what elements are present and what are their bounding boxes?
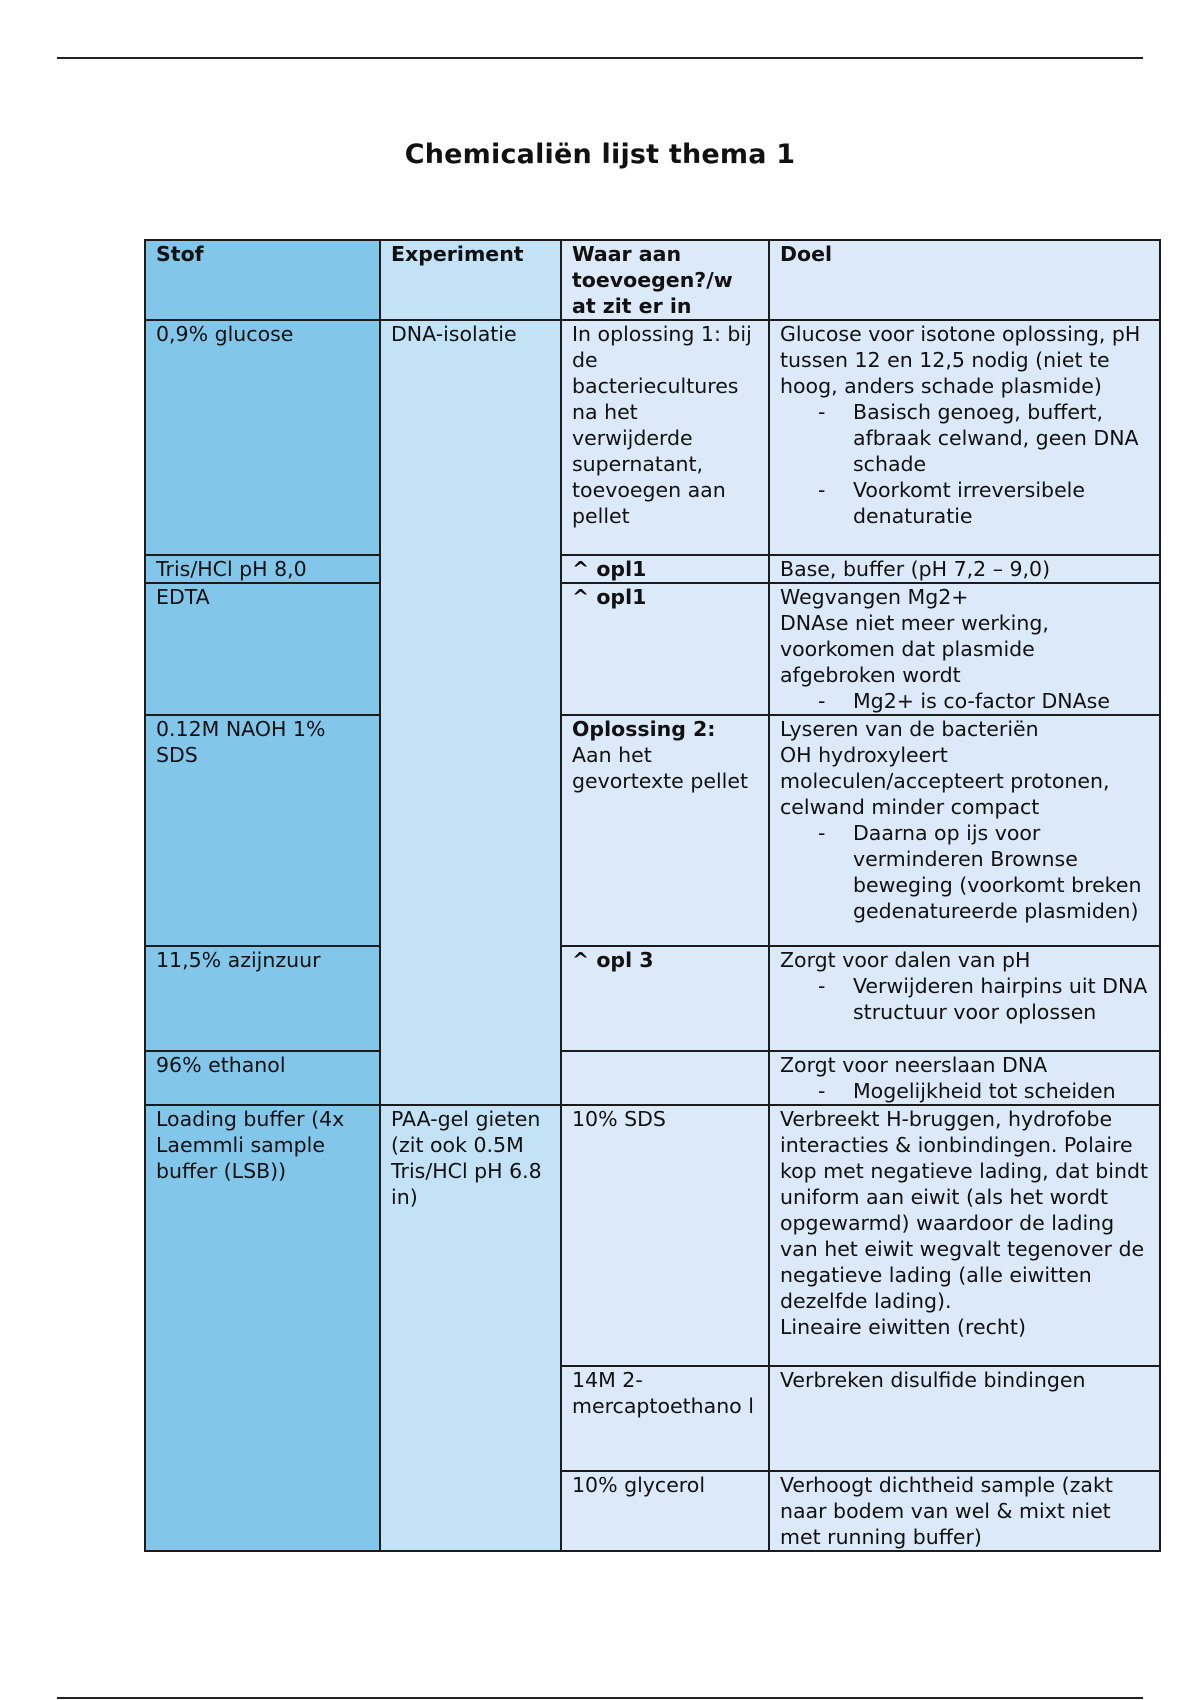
doel-line: Lyseren van de bacteriën [780, 717, 1039, 741]
cell-doel: Verbreken disulfide bindingen [769, 1366, 1160, 1471]
table-row [145, 320, 1160, 555]
table-row [145, 1051, 1160, 1105]
bullet-item: - Mogelijkheid tot scheiden [780, 1078, 1153, 1104]
cell-stof: Tris/HCl pH 8,0 [145, 555, 380, 583]
cell-stof: Loading buffer (4x Laemmli sample buffer (LSB)) [145, 1105, 380, 1551]
doel-line: OH hydroxyleert moleculen/accepteert protonen, celwand minder compact [780, 743, 1110, 819]
doel-bullets [780, 973, 1153, 1025]
header-experiment: Experiment [380, 240, 561, 320]
table-row [145, 1105, 1160, 1366]
cell-doel [769, 583, 1160, 715]
cell-waar: ^ opl1 [561, 583, 769, 715]
bullet-item: - Daarna op ijs voor verminderen Brownse beweging (voorkomt breken gedenatureerde plasmiden) [780, 820, 1153, 924]
cell-experiment: DNA-isolatie [380, 320, 561, 1105]
cell-doel: Verhoogt dichtheid sample (zakt naar bodem van wel & mixt niet met running buffer) [769, 1471, 1160, 1551]
cell-stof: 11,5% azijnzuur [145, 946, 380, 1051]
cell-waar: In oplossing 1: bij de bacteriecultures na het verwijderde supernatant, toevoegen aan pellet [561, 320, 769, 555]
cell-waar [561, 1051, 769, 1105]
header-rule [57, 57, 1143, 59]
cell-doel [769, 946, 1160, 1051]
cell-stof: 0.12M NAOH 1% SDS [145, 715, 380, 946]
doel-bullets [780, 399, 1153, 529]
bullet-item: - Mg2+ is co-factor DNAse [780, 688, 1153, 714]
header-waar: Waar aan toevoegen?/w at zit er in [561, 240, 769, 320]
doel-line: DNAse niet meer werking, voorkomen dat plasmide afgebroken wordt [780, 611, 1049, 687]
header-stof: Stof [145, 240, 380, 320]
doel-line: Lineaire eiwitten (recht) [780, 1315, 1026, 1339]
table-row [145, 583, 1160, 715]
doel-bullets [780, 1078, 1153, 1104]
cell-doel [769, 715, 1160, 946]
cell-doel [769, 320, 1160, 555]
waar-heading: Oplossing 2: [572, 717, 716, 741]
cell-stof: 0,9% glucose [145, 320, 380, 555]
cell-waar: ^ opl 3 [561, 946, 769, 1051]
table-row [145, 555, 1160, 583]
cell-waar: ^ opl1 [561, 555, 769, 583]
doel-text: Zorgt voor dalen van pH [780, 948, 1031, 972]
cell-waar: 14M 2-mercaptoethano l [561, 1366, 769, 1471]
cell-doel [769, 1051, 1160, 1105]
cell-waar: 10% SDS [561, 1105, 769, 1366]
page-title: Chemicaliën lijst thema 1 [404, 139, 796, 170]
header-doel: Doel [769, 240, 1160, 320]
cell-waar [561, 715, 769, 946]
table-row [145, 946, 1160, 1051]
table-row [145, 715, 1160, 946]
doel-text: Zorgt voor neerslaan DNA [780, 1053, 1048, 1077]
doel-line: Wegvangen Mg2+ [780, 585, 969, 609]
doel-bullets [780, 820, 1153, 924]
cell-stof: 96% ethanol [145, 1051, 380, 1105]
chemicals-table [144, 239, 1161, 1552]
cell-experiment: PAA-gel gieten (zit ook 0.5M Tris/HCl pH 6.8 in) [380, 1105, 561, 1551]
footer-rule [57, 1697, 1143, 1699]
cell-doel: Base, buffer (pH 7,2 – 9,0) [769, 555, 1160, 583]
doel-bullets [780, 688, 1153, 714]
table-header-row [145, 240, 1160, 320]
doel-text: Glucose voor isotone oplossing, pH tussen 12 en 12,5 nodig (niet te hoog, anders schade plasmide) [780, 322, 1141, 398]
cell-waar: 10% glycerol [561, 1471, 769, 1551]
waar-text: Aan het gevortexte pellet [572, 743, 748, 793]
cell-stof: EDTA [145, 583, 380, 715]
bullet-item: - Verwijderen hairpins uit DNA structuur voor oplossen [780, 973, 1153, 1025]
cell-doel [769, 1105, 1160, 1366]
doel-text: Verbreekt H-bruggen, hydrofobe interacties & ionbindingen. Polaire kop met negatieve lading, dat bindt uniform aan eiwit (als het wordt opgewarmd) waardoor de lading van het eiwit wegvalt tegenover de negatieve lading (alle eiwitten dezelfde lading). [780, 1107, 1149, 1313]
bullet-item: - Basisch genoeg, buffert, afbraak celwand, geen DNA schade [780, 399, 1153, 477]
bullet-item: - Voorkomt irreversibele denaturatie [780, 477, 1153, 529]
